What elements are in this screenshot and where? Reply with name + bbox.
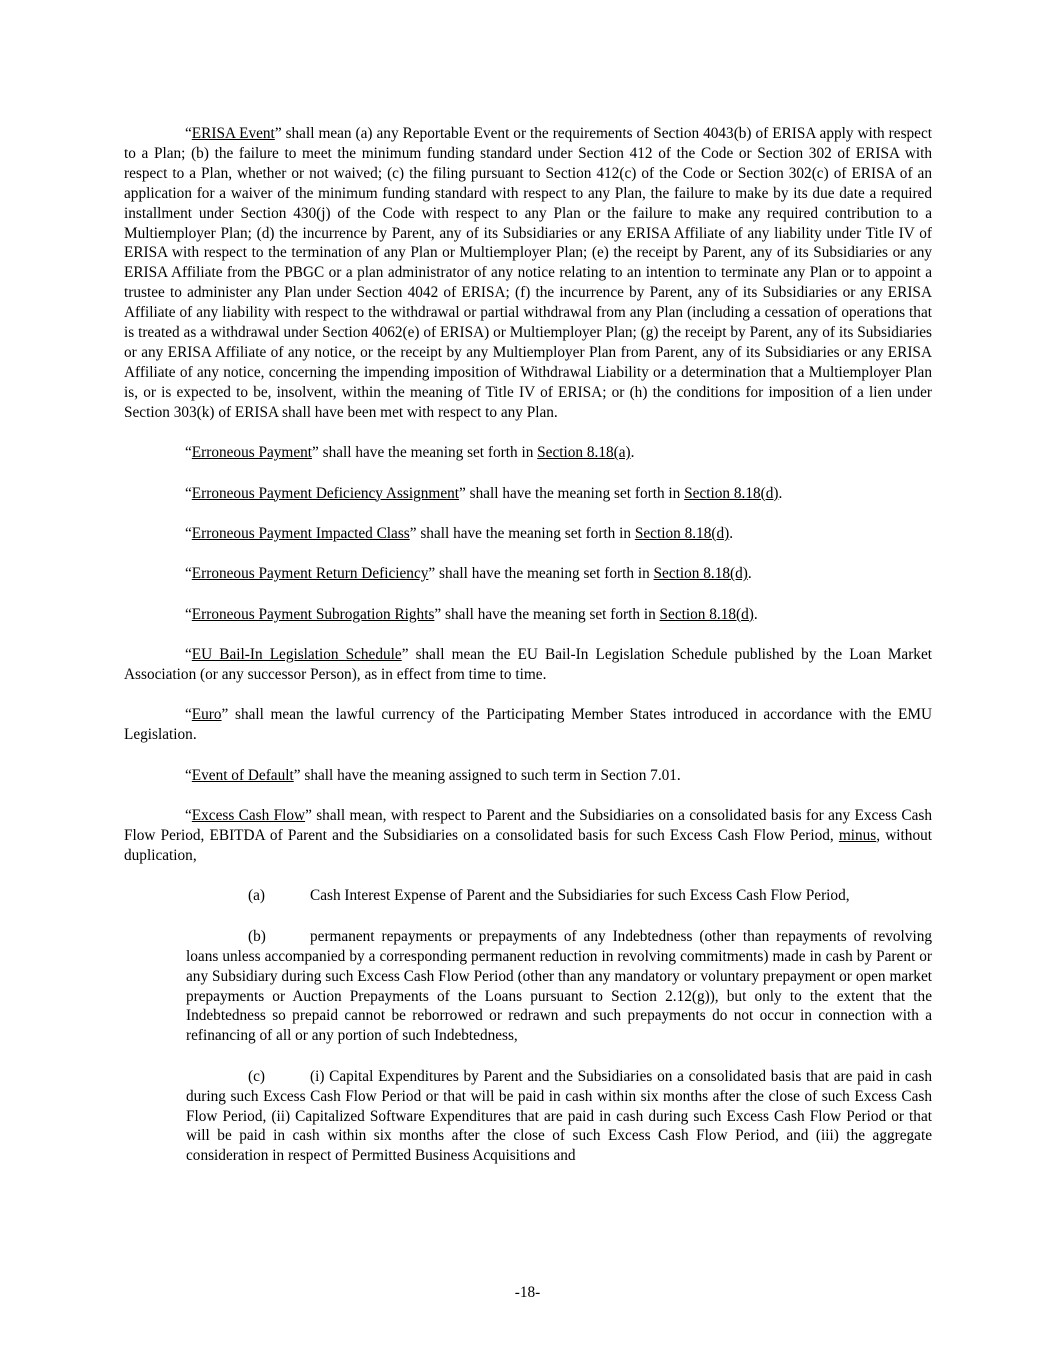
- clause-text: (i) Capital Expenditures by Parent and the Subsidiaries on a consolidated basis that are paid in cash during such Excess Cash Flow Period or that will be paid in cash within six months after the close of such Excess Cash Flow Period, (ii) Capitalized Software Expenditures that are paid in cash during such Excess Cash Flow Period or that will be paid in cash within six months after the close of such Excess Cash Flow Period, and (iii) the aggregate consideration in respect of Permitted Business Acquisitions and: [186, 1067, 932, 1165]
- defined-term: ERISA Event: [191, 125, 275, 142]
- clause-text: Cash Interest Expense of Parent and the Subsidiaries for such Excess Cash Flow Period,: [310, 887, 850, 905]
- definition-body: ” shall have the meaning assigned to such term in Section 7.01.: [293, 766, 681, 784]
- definition-erroneous-payment-return-deficiency: “Erroneous Payment Return Deficiency” shall have the meaning set forth in Section 8.18(d).: [185, 565, 752, 583]
- clause-label: (c): [248, 1067, 265, 1085]
- clause-label: (b): [248, 927, 266, 945]
- minus-term: minus: [838, 827, 877, 845]
- section-reference: Section 8.18(a): [537, 444, 631, 462]
- defined-term: Euro: [191, 706, 222, 724]
- definition-euro: “Euro” shall mean the lawful currency of the Participating Member States introduced in accordance with the EMU Legislation.: [124, 706, 932, 744]
- definition-event-of-default: “Event of Default” shall have the meaning assigned to such term in Section 7.01.: [185, 766, 681, 784]
- definition-body: ” shall mean the EU Bail-In Legislation Schedule published by the Loan Market Association (or any successor Person), as in effect from time to time.: [124, 646, 932, 684]
- definition-erisa-event: “ERISA Event” shall mean (a) any Reportable Event or the requirements of Section 4043(b) of ERISA apply with respect to a Plan; (b) the failure to meet the minimum funding standard under Section 412 of the Code or Section 302 of ERISA with respect to a Plan, whether or not waived; (c) the filing pursuant to Section 412(c) of the Code or Section 302(c) of ERISA of an application for a waiver of the minimum funding standard with respect to any Plan, the failure to make by its due date a required installment under Section 430(j) of the Code with respect to any Plan or the failure to make any required contribution to a Multiemployer Plan; (d) the incurrence by Parent, any of its Subsidiaries or any ERISA Affiliate of any liability under Title IV of ERISA with respect to the termination of any Plan or Multiemployer Plan; (e) the receipt by Parent, any of its Subsidiaries or any ERISA Affiliate from the PBGC or a plan administrator of any notice relating to an intention to terminate any Plan or to appoint a trustee to administer any Plan under Section 4042 of ERISA; (f) the incurrence by Parent, any of its Subsidiaries or any ERISA Affiliate of any liability with respect to the withdrawal or partial withdrawal from any Plan (including a cessation of operations that is treated as a withdrawal under Section 4062(e) of ERISA) or Multiemployer Plan; (g) the receipt by Parent, any of its Subsidiaries or any ERISA Affiliate of any notice, or the receipt by any Multiemployer Plan from Parent, any of its Subsidiaries or any ERISA Affiliate of any notice, concerning the impending imposition of Withdrawal Liability or a determination that a Multiemployer Plan is, or is expected to be, insolvent, within the meaning of Title IV of ERISA; or (h) the conditions for imposition of a lien under Section 303(k) of ERISA shall have been met with respect to any Plan.: [124, 125, 932, 421]
- section-reference: Section 8.18(d): [659, 605, 754, 623]
- defined-term: Excess Cash Flow: [191, 807, 306, 825]
- definition-body: ” shall mean, with respect to Parent and the Subsidiaries on a consolidated basis for any Excess Cash Flow Period, EBITDA of Parent and the Subsidiaries on a consolidated basis for such Excess Cash Flow Period,: [124, 807, 932, 845]
- defined-term: Erroneous Payment: [191, 444, 313, 462]
- defined-term: Event of Default: [191, 766, 294, 784]
- section-reference: Section 8.18(d): [634, 524, 730, 542]
- definition-erroneous-payment-impacted-class: “Erroneous Payment Impacted Class” shall have the meaning set forth in Section 8.18(d).: [185, 524, 734, 542]
- definition-excess-cash-flow: “Excess Cash Flow” shall mean, with respect to Parent and the Subsidiaries on a consolidated basis for any Excess Cash Flow Period, EBITDA of Parent and the Subsidiaries on a consolidated basis for such Excess Cash Flow Period, minus, without duplication,: [124, 807, 932, 864]
- clause-a: [186, 886, 932, 906]
- definition-erroneous-payment: “Erroneous Payment” shall have the meaning set forth in Section 8.18(a).: [185, 444, 635, 462]
- defined-term: Erroneous Payment Subrogation Rights: [191, 605, 435, 623]
- clause-text: permanent repayments or prepayments of any Indebtedness (other than repayments of revolving loans unless accompanied by a corresponding permanent reduction in revolving commitments) made in cash by Parent or any Subsidiary during such Excess Cash Flow Period (other than any mandatory or voluntary prepayment or open market prepayments or Auction Prepayments of the Loans pursuant to Section 2.12(g)), but only to the extent that the Indebtedness so prepaid cannot be reborrowed or redrawn and such prepayments do not occur in connection with a refinancing of all or any portion of such Indebtedness,: [186, 927, 932, 1045]
- defined-term: Erroneous Payment Deficiency Assignment: [191, 484, 460, 502]
- clause-b: [186, 927, 932, 1046]
- defined-term: Erroneous Payment Impacted Class: [191, 524, 410, 542]
- clause-c: [186, 1067, 932, 1167]
- clause-label: (a): [248, 887, 265, 905]
- page-number: -18-: [514, 1284, 541, 1301]
- definition-erroneous-payment-subrogation-rights: “Erroneous Payment Subrogation Rights” shall have the meaning set forth in Section 8.18(d).: [185, 605, 758, 623]
- document-page: [124, 124, 932, 1187]
- section-reference: Section 8.18(d): [653, 565, 748, 583]
- defined-term: EU Bail-In Legislation Schedule: [191, 646, 402, 664]
- definition-eu-bail-in-legislation-schedule: “EU Bail-In Legislation Schedule” shall mean the EU Bail-In Legislation Schedule published by the Loan Market Association (or any successor Person), as in effect from time to time.: [124, 646, 932, 684]
- definition-body: ” shall mean the lawful currency of the Participating Member States introduced in accordance with the EMU Legislation.: [124, 706, 932, 744]
- definition-erroneous-payment-deficiency-assignment: “Erroneous Payment Deficiency Assignment” shall have the meaning set forth in Section 8.18(d).: [185, 484, 783, 502]
- definition-body: ” shall mean (a) any Reportable Event or the requirements of Section 4043(b) of ERISA apply with respect to a Plan; (b) the failure to meet the minimum funding standard under Section 412 of the Code or Section 302 of ERISA with respect to a Plan, whether or not waived; (c) the filing pursuant to Section 412(c) of the Code or Section 302(c) of ERISA of an application for a waiver of the minimum funding standard with respect to any Plan, the failure to make by its due date a required installment under Section 430(j) of the Code with respect to any Plan or the failure to make any required contribution to a Multiemployer Plan; (d) the incurrence by Parent, any of its Subsidiaries or any ERISA Affiliate of any liability under Title IV of ERISA with respect to the termination of any Plan or Multiemployer Plan; (e) the receipt by Parent, any of its Subsidiaries or any ERISA Affiliate from the PBGC or a plan administrator of any notice relating to an intention to terminate any Plan or to appoint a trustee to administer any Plan under Section 4042 of ERISA; (f) the incurrence by Parent, any of its Subsidiaries or any ERISA Affiliate of any liability with respect to the withdrawal or partial withdrawal from any Plan (including a cessation of operations that is treated as a withdrawal under Section 4062(e) of ERISA) or Multiemployer Plan; (g) the receipt by Parent, any of its Subsidiaries or any ERISA Affiliate of any notice, or the receipt by any Multiemployer Plan from Parent, any of its Subsidiaries or any ERISA Affiliate of any notice, concerning the impending imposition of Withdrawal Liability or a determination that a Multiemployer Plan is, or is expected to be, insolvent, within the meaning of Title IV of ERISA; or (h) the conditions for imposition of a lien under Section 303(k) of ERISA shall have been met with respect to any Plan.: [124, 125, 932, 421]
- defined-term: Erroneous Payment Return Deficiency: [191, 565, 429, 583]
- section-reference: Section 8.18(d): [684, 484, 779, 502]
